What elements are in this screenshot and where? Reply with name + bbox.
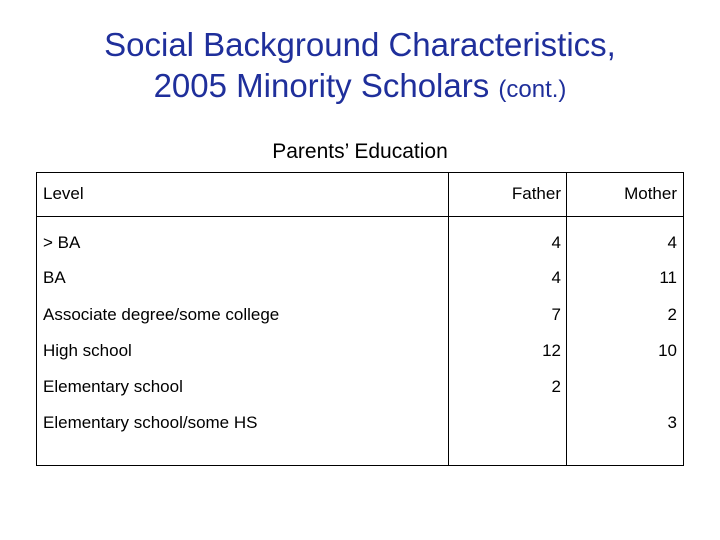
header-level: Level — [43, 184, 84, 203]
row-father-value: 2 — [551, 377, 561, 396]
header-divider — [37, 216, 683, 217]
header-father: Father — [511, 184, 561, 203]
table-caption: Parents’ Education — [272, 140, 448, 163]
row-level: > BA — [43, 233, 81, 252]
row-father-value: 4 — [551, 268, 561, 287]
row-mother-value: 3 — [667, 413, 677, 432]
row-father-value: 12 — [542, 341, 561, 360]
slide-title — [0, 24, 720, 110]
row-mother-value: 2 — [667, 305, 677, 324]
row-mother-value: 11 — [659, 268, 677, 287]
row-level: Elementary school — [43, 377, 183, 396]
education-table — [36, 172, 684, 466]
header-mother: Mother — [624, 184, 677, 203]
row-mother-value: 10 — [658, 341, 677, 360]
row-father-value: 7 — [551, 305, 561, 324]
slide-title-line-2-main: 2005 Minority Scholars — [153, 67, 499, 104]
row-mother-value: 4 — [667, 233, 677, 252]
row-level: Elementary school/some HS — [43, 413, 258, 432]
row-level: Associate degree/some college — [43, 305, 280, 324]
row-father-value: 4 — [551, 233, 561, 252]
slide-title-suffix: (cont.) — [498, 76, 567, 103]
slide-title-line-1: Social Background Characteristics, — [104, 26, 616, 63]
row-level: BA — [43, 268, 66, 287]
slide-title-line-2 — [0, 65, 720, 110]
row-level: High school — [43, 341, 132, 360]
